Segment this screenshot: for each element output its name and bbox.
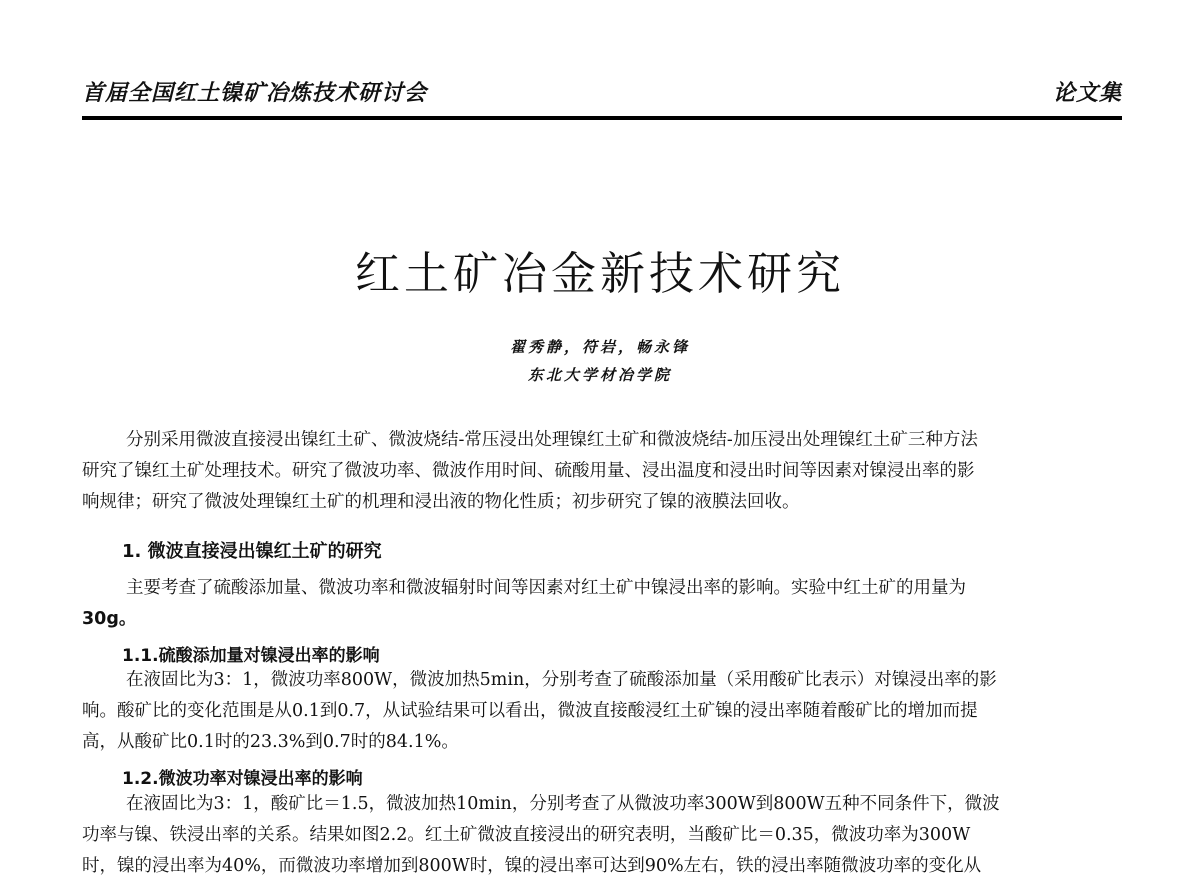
author-affiliation: 东北大学材冶学院 xyxy=(527,366,672,384)
subsection-heading: 1.1.硫酸添加量对镍浸出率的影响 xyxy=(122,646,380,666)
paragraph-line: 在液固比为3：1，微波功率800W，微波加热5min，分别考查了硫酸添加量（采用酸矿比表示）对镍浸出率的影 xyxy=(126,670,997,690)
paper-title: 红土矿冶金新技术研究 xyxy=(354,247,845,300)
author-list: 翟秀静，符岩，畅永锋 xyxy=(509,338,690,356)
paragraph-line: 在液固比为3：1，酸矿比＝1.5，微波加热10min，分别考查了从微波功率300W到800W五种不同条件下，微波 xyxy=(126,794,1000,814)
running-header xyxy=(82,70,1122,106)
conference-name: 首届全国红土镍矿冶炼技术研讨会 xyxy=(82,81,428,106)
section-heading: 1. 微波直接浸出镍红土矿的研究 xyxy=(122,541,382,562)
proceedings-label: 论文集 xyxy=(1052,81,1122,106)
paragraph-line: 主要考查了硫酸添加量、微波功率和微波辐射时间等因素对红土矿中镍浸出率的影响。实验中红土矿的用量为 xyxy=(126,578,966,598)
abstract-line: 分别采用微波直接浸出镍红土矿、微波烧结-常压浸出处理镍红土矿和微波烧结-加压浸出处理镍红土矿三种方法 xyxy=(126,430,978,450)
subsection-paragraph xyxy=(82,665,1128,758)
abstract xyxy=(82,425,1128,518)
paragraph-line: 高，从酸矿比0.1时的23.3%到0.7时的84.1%。 xyxy=(82,732,459,752)
header-rule xyxy=(82,116,1122,120)
section-paragraph xyxy=(82,573,1128,635)
paragraph-line: 响。酸矿比的变化范围是从0.1到0.7，从试验结果可以看出，微波直接酸浸红土矿镍的浸出率随着酸矿比的增加而提 xyxy=(82,701,978,721)
subsection-heading: 1.2.微波功率对镍浸出率的影响 xyxy=(122,769,363,789)
subsection-paragraph xyxy=(82,789,1128,882)
abstract-line: 响规律；研究了微波处理镍红土矿的机理和浸出液的物化性质；初步研究了镍的液膜法回收。 xyxy=(82,492,800,512)
paragraph-line: 功率与镍、铁浸出率的关系。结果如图2.2。红土矿微波直接浸出的研究表明，当酸矿比＝0.35，微波功率为300W xyxy=(82,825,971,845)
abstract-line: 研究了镍红土矿处理技术。研究了微波功率、微波作用时间、硫酸用量、浸出温度和浸出时间等因素对镍浸出率的影 xyxy=(82,461,975,481)
paragraph-line: 时，镍的浸出率为40%，而微波功率增加到800W时，镍的浸出率可达到90%左右，铁的浸出率随微波功率的变化从 xyxy=(82,856,982,876)
paragraph-line: 30g。 xyxy=(82,609,137,629)
